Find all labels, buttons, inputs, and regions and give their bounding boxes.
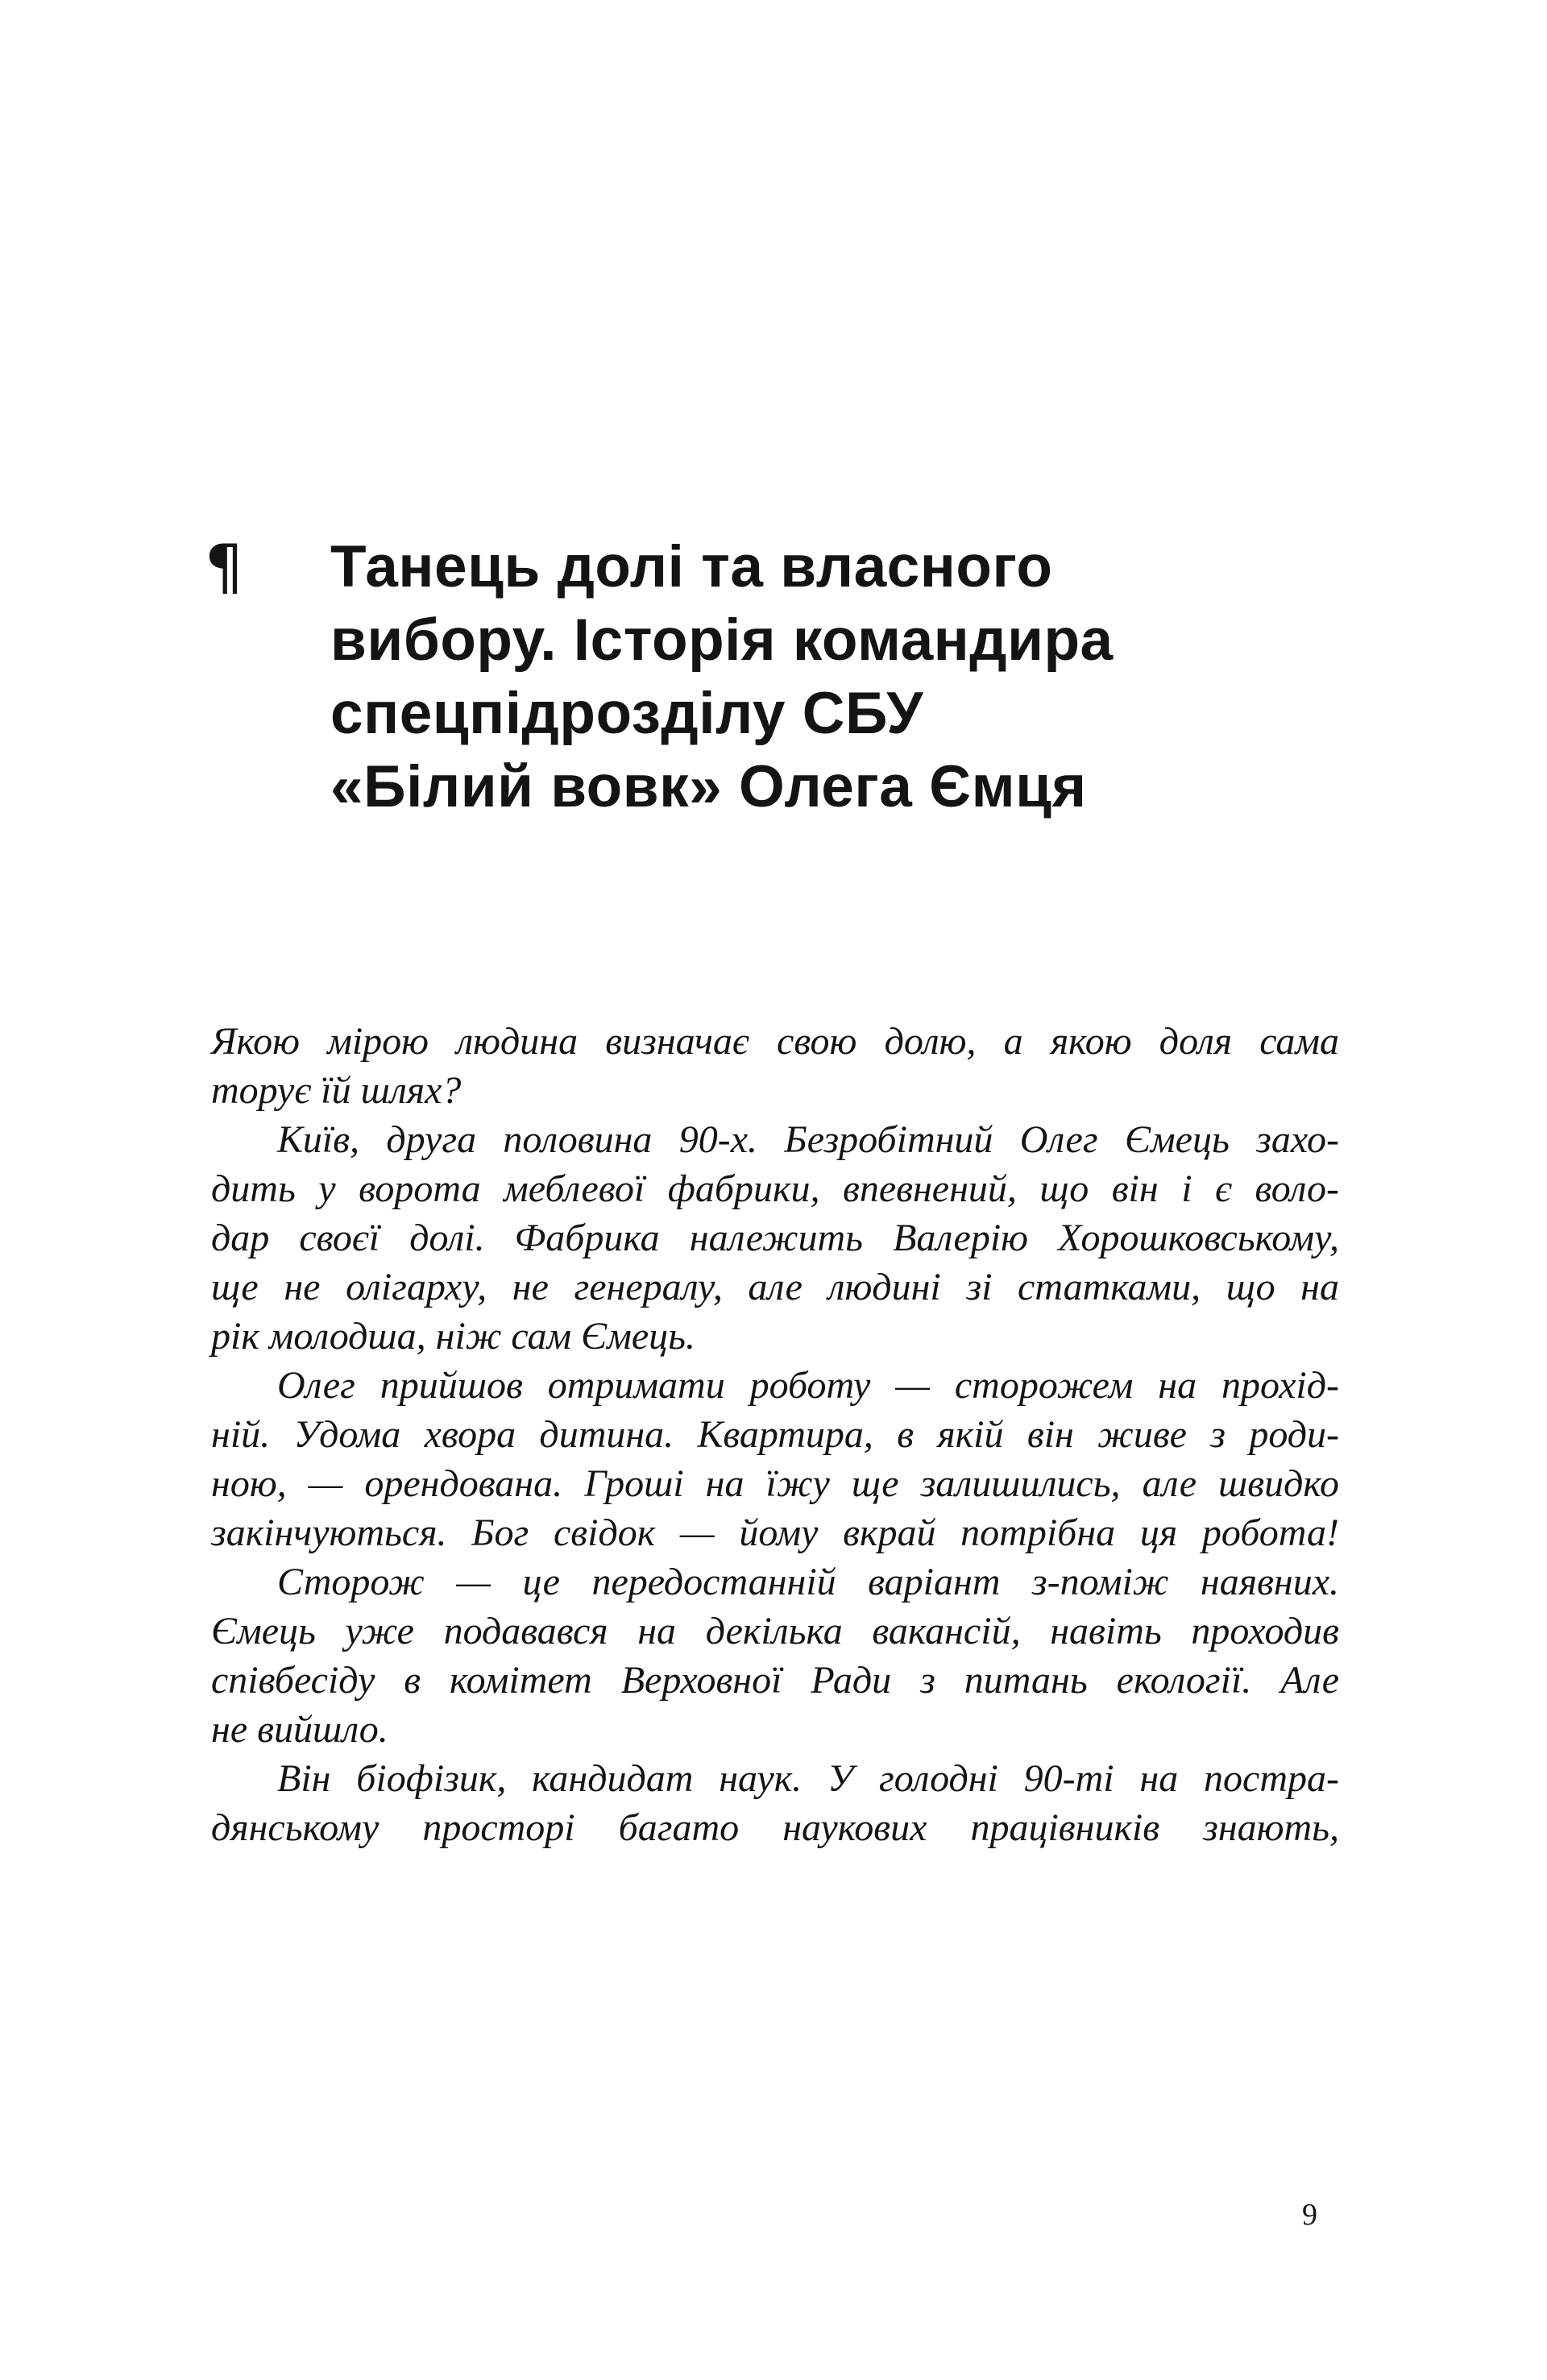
text-line: Він біофізик, кандидат наук. У голодні 90-ті на пострa- (277, 1757, 1339, 1800)
text-line: ною, — орендована. Гроші на їжу ще залишились, але швидко (211, 1462, 1339, 1505)
text-line: закінчуються. Бог свідок — йому вкрай потрібна ця робота! (211, 1511, 1339, 1554)
text-line: ще не олігарху, не генералу, але людині зі статками, що на (211, 1266, 1339, 1308)
text-line: Ємець уже подавався на декілька вакансій, навіть проходив (211, 1610, 1339, 1652)
chapter-title (330, 530, 1217, 823)
chapter-title-line: «Білий вовк» Олега Ємця (330, 754, 1087, 819)
body-text (211, 1017, 1339, 1852)
text-line: дить у ворота меблевої фабрики, впевнений, що він і є воло- (211, 1167, 1339, 1210)
text-line: Олег прийшов отримати роботу — сторожем на прохід- (277, 1364, 1339, 1407)
page-number: 9 (1302, 2198, 1317, 2232)
text-line: Якою мірою людина визначає свою долю, а якою доля сама (211, 1020, 1339, 1063)
text-line: Сторож — це передостанній варіант з-поміж наявних. (277, 1561, 1339, 1603)
text-line: торує їй шлях? (211, 1069, 462, 1112)
text-line: Київ, друга половина 90-х. Безробітний Олег Ємець захо- (277, 1118, 1339, 1161)
pilcrow-icon: ¶ (205, 531, 244, 603)
chapter-title-line: спецпідрозділу СБУ (330, 681, 924, 746)
text-line: ній. Удома хвора дитина. Квартира, в якій він живе з роди- (211, 1413, 1339, 1456)
chapter-title-line: вибору. Історія командира (330, 607, 1114, 673)
text-line: дар своєї долі. Фабрика належить Валерію Хорошковському, (211, 1217, 1339, 1259)
text-line: співбесіду в комітет Верховної Ради з питань екології. Але (211, 1659, 1339, 1702)
text-line: не вийшло. (211, 1708, 388, 1751)
text-line: рік молодша, ніж сам Ємець. (211, 1315, 696, 1358)
chapter-title-line: Танець долі та власного (330, 534, 1053, 599)
text-line: дянському просторі багато наукових працівників знають, (211, 1806, 1339, 1849)
